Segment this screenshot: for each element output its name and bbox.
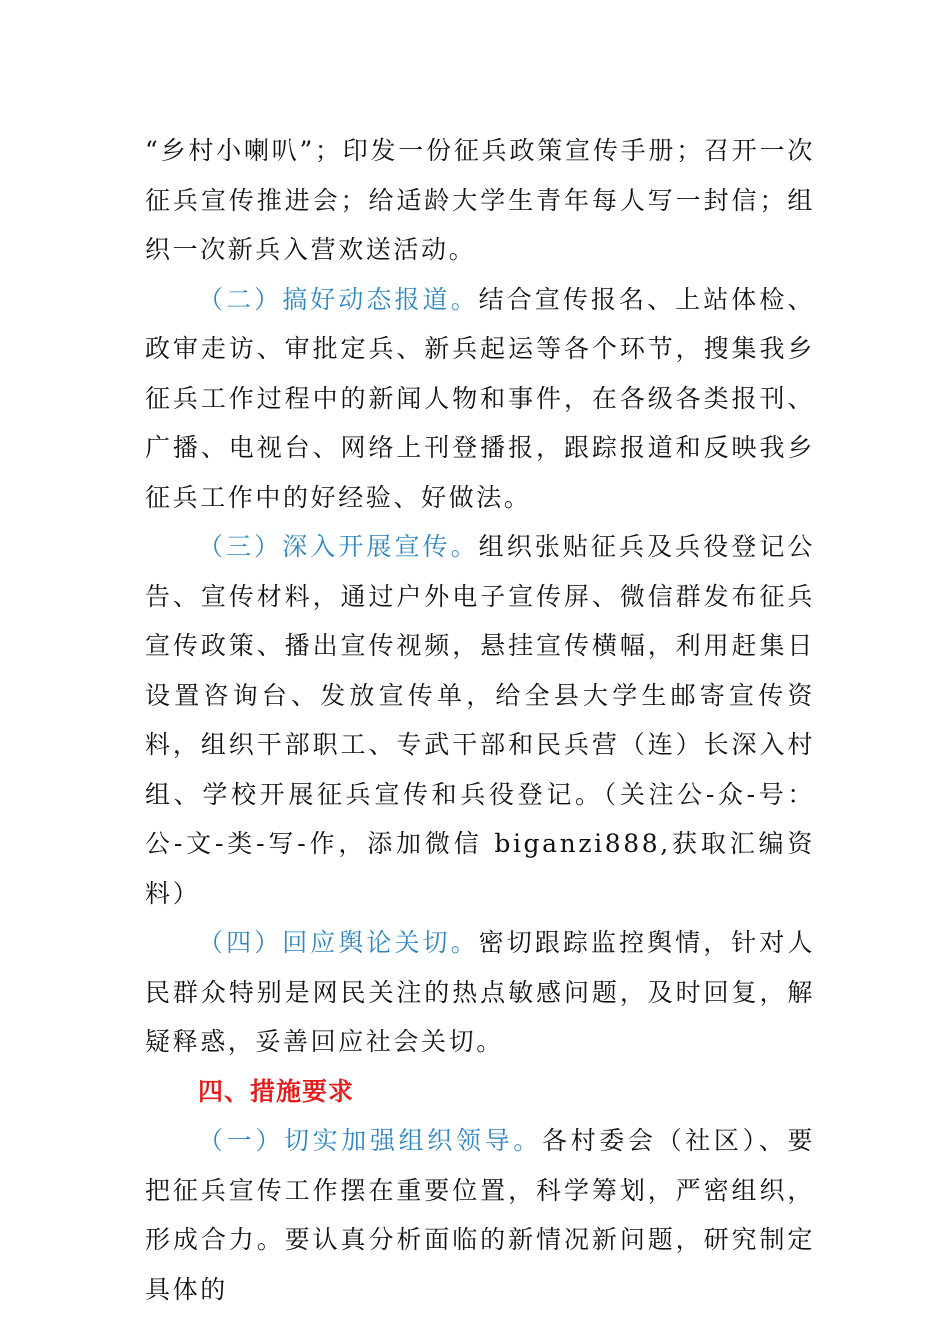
paragraph-text: “乡村小喇叭”；印发一份征兵政策宣传手册；召开一次征兵宣传推进会；给适龄大学生青年每人写一封信；组织一次新兵入营欢送活动。 bbox=[145, 136, 815, 264]
paragraph-public-opinion bbox=[145, 918, 815, 1067]
paragraph-propaganda-list bbox=[145, 126, 815, 275]
paragraph-text: 结合宣传报名、上站体检、政审走访、审批定兵、新兵起运等各个环节，搜集我乡征兵工作过程中的新闻人物和事件，在各级各类报刊、广播、电视台、网络上刊登播报，跟踪报道和反映我乡征兵工作中的好经验、好做法。 bbox=[145, 284, 815, 512]
paragraph-text: 密切跟踪监控舆情，针对人民群众特别是网民关注的热点敏感问题，及时回复，解疑释惑，妥善回应社会关切。 bbox=[145, 928, 815, 1056]
paragraph-lead: （二）搞好动态报道。 bbox=[198, 284, 479, 314]
paragraph-lead: （三）深入开展宣传。 bbox=[198, 532, 479, 561]
paragraph-organization-leadership bbox=[145, 1116, 815, 1314]
paragraph-in-depth-publicity bbox=[145, 522, 815, 918]
paragraph-text: 各村委会（社区）、要把征兵宣传工作摆在重要位置，科学筹划，严密组织，形成合力。要认真分析面临的新情况新问题，研究制定具体的 bbox=[145, 1126, 815, 1304]
document-body bbox=[145, 126, 815, 1314]
paragraph-lead: （四）回应舆论关切。 bbox=[198, 928, 479, 957]
paragraph-lead: （一）切实加强组织领导。 bbox=[198, 1126, 542, 1155]
section-heading: 四、措施要求 bbox=[198, 1076, 355, 1106]
paragraph-text: 组织张贴征兵及兵役登记公告、宣传材料，通过户外电子宣传屏、微信群发布征兵宣传政策、播出宣传视频，悬挂宣传横幅，利用赶集日设置咨询台、发放宣传单，给全县大学生邮寄宣传资料，组织干部职工、专武干部和民兵营（连）长深入村组、学校开展征兵宣传和兵役登记。（关注公-众-号：公-文-类-写-作，添加微信 biganzi888,获取汇编资料） bbox=[145, 532, 815, 908]
paragraph-dynamic-reporting bbox=[145, 275, 815, 523]
